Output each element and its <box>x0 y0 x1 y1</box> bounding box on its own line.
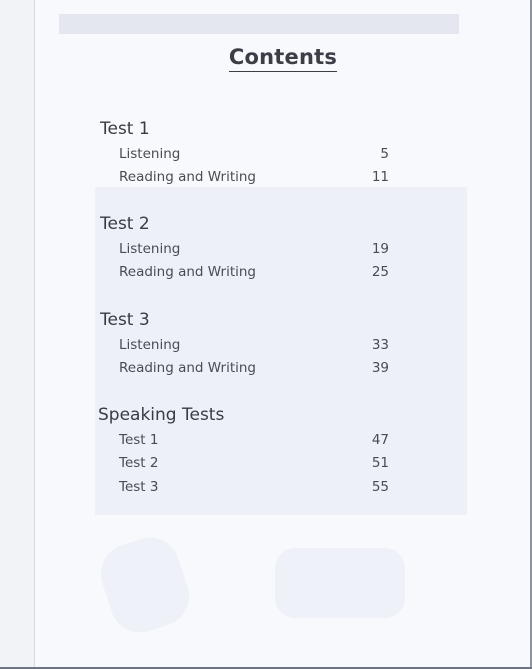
show-through-shape <box>275 548 405 618</box>
toc-entry-label: Reading and Writing <box>119 360 256 376</box>
toc-entry[interactable] <box>119 262 389 282</box>
toc-entry[interactable] <box>119 144 389 164</box>
show-through-shape <box>93 530 197 640</box>
section-title-test-1: Test 1 <box>100 119 150 139</box>
toc-entry-page: 39 <box>371 360 389 376</box>
toc-entry[interactable] <box>119 335 389 355</box>
toc-entry-label: Listening <box>119 241 181 257</box>
toc-entry[interactable] <box>119 430 389 450</box>
toc-entry-page: 25 <box>371 264 389 280</box>
toc-entry[interactable] <box>119 239 389 259</box>
toc-entry-page: 55 <box>371 479 389 495</box>
toc-entry[interactable] <box>119 477 389 497</box>
toc-entry-page: 47 <box>371 432 389 448</box>
section-title-speaking-tests: Speaking Tests <box>98 405 225 425</box>
toc-entry[interactable] <box>119 358 389 378</box>
toc-entry[interactable] <box>119 453 389 473</box>
toc-entry-page: 51 <box>371 455 389 471</box>
toc-entry-label: Test 2 <box>119 455 159 471</box>
contents-heading <box>35 44 531 72</box>
section-title-test-2: Test 2 <box>100 214 150 234</box>
toc-entry-label: Reading and Writing <box>119 169 256 185</box>
toc-entry-page: 11 <box>371 169 389 185</box>
toc-entry-label: Test 1 <box>119 432 159 448</box>
toc-entry-label: Listening <box>119 337 181 353</box>
toc-entry-label: Reading and Writing <box>119 264 256 280</box>
toc-entry-page: 19 <box>371 241 389 257</box>
toc-entry-page: 5 <box>380 146 389 162</box>
contents-title: Contents <box>229 44 337 72</box>
document-page <box>34 0 531 667</box>
toc-entry[interactable] <box>119 167 389 187</box>
show-through-banner <box>59 14 459 34</box>
section-title-test-3: Test 3 <box>100 310 150 330</box>
toc-entry-label: Listening <box>119 146 181 162</box>
toc-entry-label: Test 3 <box>119 479 159 495</box>
toc-entry-page: 33 <box>371 337 389 353</box>
